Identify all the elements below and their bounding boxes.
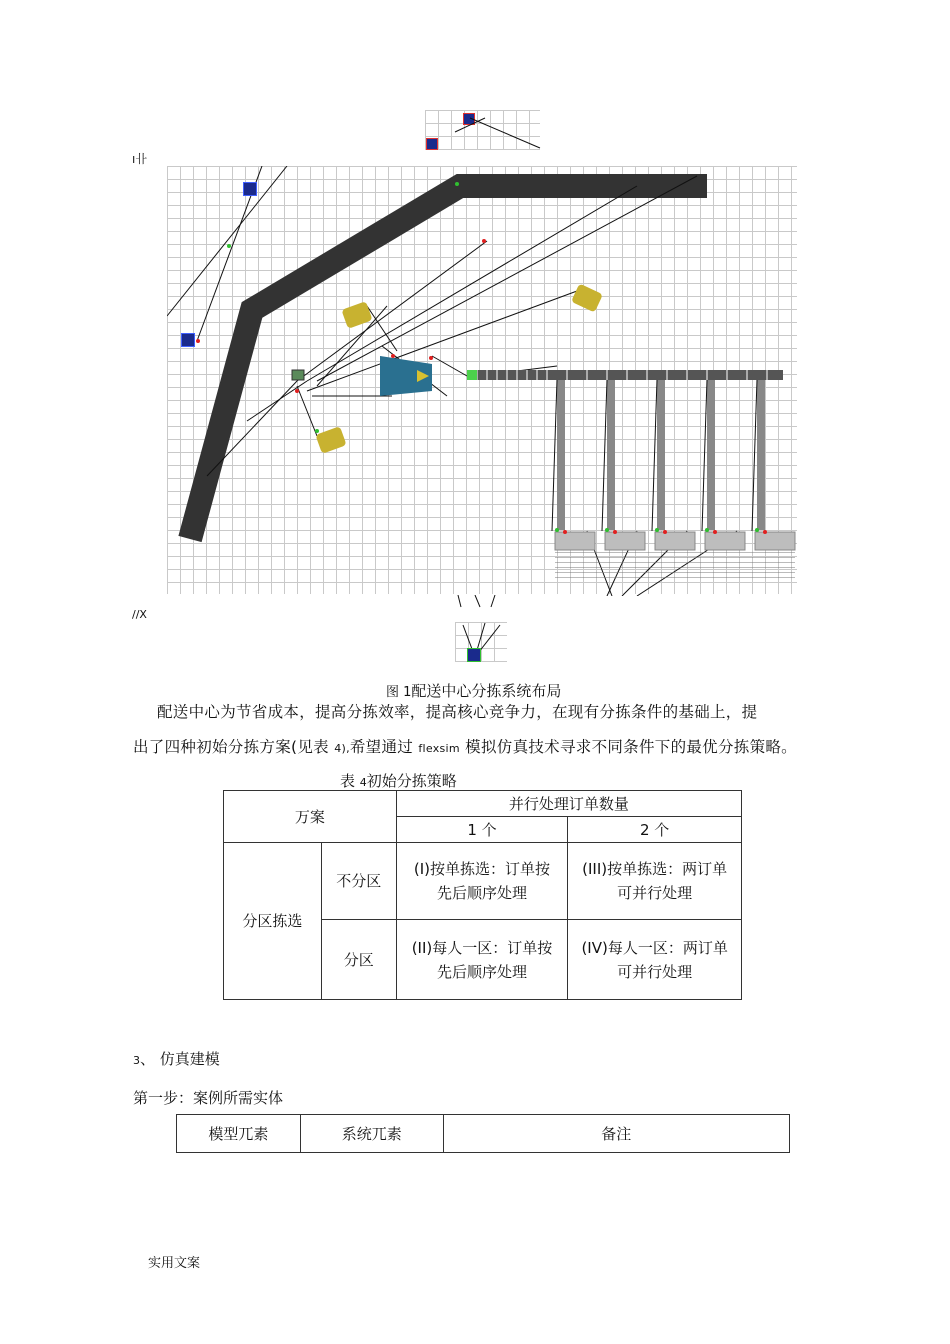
figure-caption-text: 配送中心分拣系统布局 xyxy=(411,682,562,700)
table4-title xyxy=(340,770,457,791)
entity-col-notes: 备注 xyxy=(443,1115,789,1153)
sink-box xyxy=(705,532,745,550)
sorting-conveyor xyxy=(469,370,783,380)
source-icon xyxy=(243,182,257,196)
cell-strategy-i-line1: (I)按单拣选：订单按 xyxy=(413,860,551,878)
cell-strategy-iii-line2: 可并行处理 xyxy=(617,884,693,902)
table4-title-prefix: 表 xyxy=(340,772,356,790)
header-one: 1 个 xyxy=(396,817,568,843)
source-icon xyxy=(181,333,195,347)
sink-icon xyxy=(467,648,481,662)
intro-paragraph-line1: 配送中心为节省成本，提高分拣效率，提高核心竞争力，在现有分拣条件的基础上，提 xyxy=(157,703,758,721)
cell-strategy-iii xyxy=(568,843,742,920)
layout-drawing xyxy=(167,166,797,596)
para-tool-name: flexsim xyxy=(418,742,460,755)
cell-strategy-i-line2: 先后顺序处理 xyxy=(436,884,527,902)
figure-label-lines xyxy=(555,552,795,578)
sink-box xyxy=(555,532,595,550)
figure-side-label-bottom: //X xyxy=(132,608,147,621)
section-title: 仿真建模 xyxy=(159,1050,220,1068)
page-footer: 实用文案 xyxy=(148,1256,201,1271)
entity-col-system: 系统兀素 xyxy=(300,1115,443,1153)
sink-box xyxy=(755,532,795,550)
header-two: 2 个 xyxy=(568,817,742,843)
figure-caption-num: 图 1 xyxy=(386,685,412,700)
figure-caption xyxy=(386,680,561,701)
row-no-zone: 不分区 xyxy=(321,843,396,920)
row-group-zone-picking: 分区拣选 xyxy=(224,843,322,1000)
header-parallel: 并行处理订单数量 xyxy=(396,791,741,817)
bottom-thumbnail-connectors xyxy=(455,595,510,665)
cell-strategy-iv-line1: (IV)每人一区：两订单 xyxy=(581,938,728,957)
para-seg-b: 希望通过 xyxy=(349,738,414,756)
para-seg-c: 模拟仿真技术寻求不同条件下的最优分拣策略。 xyxy=(465,738,797,756)
sink-box xyxy=(655,532,695,550)
table4-title-num: 4 xyxy=(359,776,367,789)
step1-heading: 第一步：案例所需实体 xyxy=(133,1089,284,1107)
cell-strategy-ii-line2: 先后顺序处理 xyxy=(436,962,527,981)
strategy-table xyxy=(223,790,742,1000)
entity-table xyxy=(176,1114,790,1153)
cell-strategy-iii-line1: (III)按单拣选：两订单 xyxy=(582,860,728,878)
row-zone: 分区 xyxy=(321,920,396,1000)
cell-strategy-ii-line1: (II)每人一区：订单按 xyxy=(411,938,553,957)
cell-strategy-i xyxy=(396,843,568,920)
cell-strategy-iv-line2: 可并行处理 xyxy=(617,962,693,981)
figure-side-label-top: ı卝 xyxy=(132,152,148,166)
para-table-ref: 4), xyxy=(334,742,350,755)
main-conveyor xyxy=(190,186,707,539)
queue-icon xyxy=(467,370,477,380)
queue-icon xyxy=(292,370,304,380)
top-thumbnail-connectors xyxy=(425,110,545,150)
header-plan: 万案 xyxy=(224,791,397,843)
section-sep: 、 xyxy=(140,1050,156,1068)
section-heading xyxy=(133,1048,220,1069)
para-seg-a: 出了四种初始分拣方案(见表 xyxy=(133,738,329,756)
table4-title-text: 初始分拣策略 xyxy=(366,772,457,790)
intro-paragraph-line2 xyxy=(133,735,797,757)
section-num: 3 xyxy=(133,1054,140,1067)
cell-strategy-ii xyxy=(396,920,568,1000)
sink-box xyxy=(605,532,645,550)
entity-col-model: 模型兀素 xyxy=(177,1115,301,1153)
cell-strategy-iv xyxy=(568,920,742,1000)
